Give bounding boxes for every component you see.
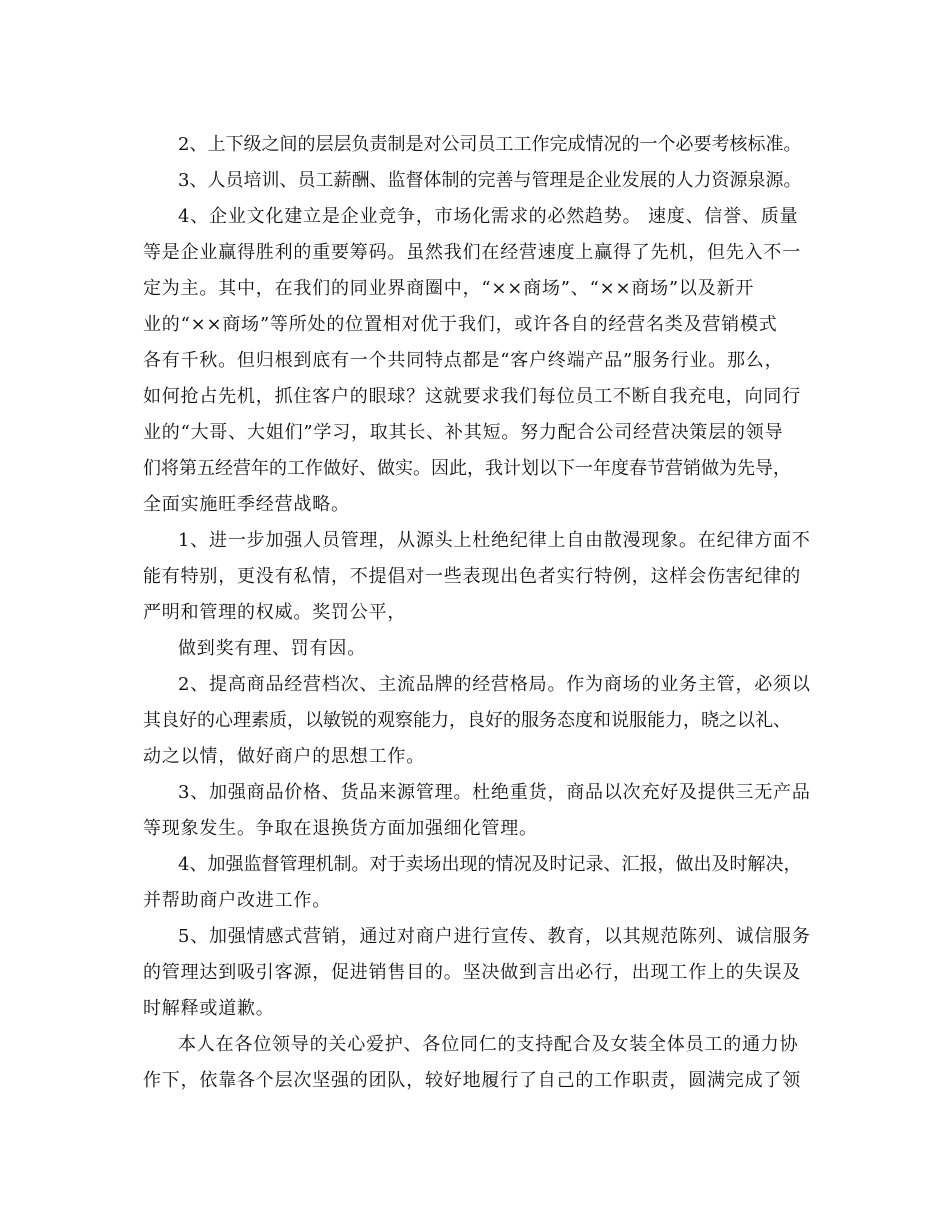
text-line: 2、提高商品经营档次、主流品牌的经营格局。作为商场的业务主管，必须以 (178, 674, 811, 695)
text-line: 如何抢占先机，抓住客户的眼球？这就要求我们每位员工不断自我充电，向同行 (143, 386, 801, 407)
text-line: 业的“大哥、大姐们”学习，取其长、补其短。努力配合公司经营决策层的领导 (143, 422, 784, 443)
text-line: 其良好的心理素质，以敏锐的观察能力，良好的服务态度和说服能力，晓之以礼、 (143, 710, 791, 731)
text-line: 等现象发生。争取在退换货方面加强细化管理。 (143, 818, 538, 839)
text-line: 们将第五经营年的工作做好、做实。因此，我计划以下一年度春节营销做为先导， (143, 458, 791, 479)
text-line: 4、加强监督管理机制。对于卖场出现的情况及时记录、汇报，做出及时解决， (178, 854, 802, 875)
text-line: 1、进一步加强人员管理，从源头上杜绝纪律上自由散漫现象。在纪律方面不 (178, 530, 811, 551)
text-line: 作下，依靠各个层次坚强的团队，较好地履行了自己的工作职责，圆满完成了领 (143, 1070, 801, 1091)
text-line: 时解释或道歉。 (143, 998, 275, 1019)
text-line: 做到奖有理、罚有因。 (178, 638, 366, 659)
text-line: 能有特别，更没有私情，不提倡对一些表现出色者实行特例，这样会伤害纪律的 (143, 566, 801, 587)
text-line: 全面实施旺季经营战略。 (143, 494, 350, 515)
text-line: 各有千秋。但归根到底有一个共同特点都是“客户终端产品”服务行业。那么， (143, 350, 784, 371)
text-line: 动之以情，做好商户的思想工作。 (143, 746, 425, 767)
text-line: 5、加强情感式营销，通过对商户进行宣传、教育，以其规范陈列、诚信服务 (178, 926, 811, 947)
text-line: 3、加强商品价格、货品来源管理。杜绝重货，商品以次充好及提供三无产品 (178, 782, 811, 803)
text-line: 2、上下级之间的层层负责制是对公司员工工作完成情况的一个必要考核标准。 (178, 134, 802, 155)
text-line: 业的“××商场”等所处的位置相对优于我们，或许各自的经营名类及营销模式 (143, 314, 778, 335)
text-line: 定为主。其中，在我们的同业界商圈中，“××商场”、“××商场”以及新开 (143, 278, 755, 299)
text-line: 的管理达到吸引客源，促进销售目的。坚决做到言出必行，出现工作上的失误及 (143, 962, 801, 983)
text-line: 并帮助商户改进工作。 (143, 890, 331, 911)
text-line: 严明和管理的权威。奖罚公平， (143, 602, 407, 623)
text-line: 4、企业文化建立是企业竞争，市场化需求的必然趋势。 速度、信誉、质量 (178, 206, 799, 227)
text-line: 3、人员培训、员工薪酬、监督体制的完善与管理是企业发展的人力资源泉源。 (178, 170, 802, 191)
text-line: 等是企业赢得胜利的重要筹码。虽然我们在经营速度上赢得了先机，但先入不一 (143, 242, 801, 263)
text-line: 本人在各位领导的关心爱护、各位同仁的支持配合及女装全体员工的通力协 (178, 1034, 799, 1055)
